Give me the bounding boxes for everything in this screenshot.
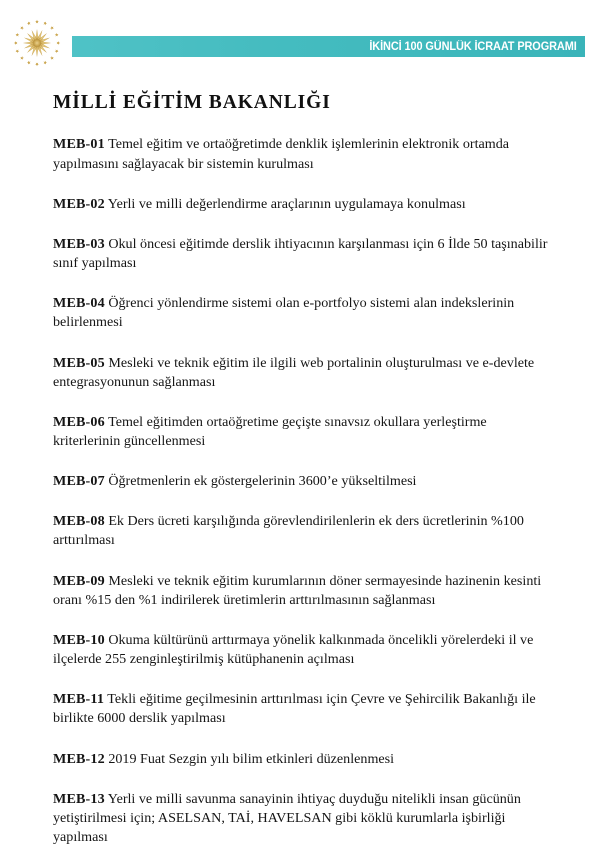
list-item (53, 195, 550, 214)
item-code: MEB-12 (53, 750, 105, 767)
item-text: Temel eğitim ve ortaöğretimde denklik işlemlerinin elektronik ortamda yapılmasını sağlayacak bir sistemin kurulması (53, 136, 510, 172)
page-header (0, 0, 600, 70)
item-text: Mesleki ve teknik eğitim ile ilgili web portalinin oluşturulması ve e-devlete entegrasyonunun sağlanması (53, 354, 535, 390)
item-text: Okul öncesi eğitimde derslik ihtiyacının karşılanması için 6 İlde 50 taşınabilir sınıf yapılması (53, 235, 548, 272)
list-item (53, 472, 550, 491)
list-item (53, 631, 550, 669)
item-text: Yerli ve milli değerlendirme araçlarının uygulamaya konulması (104, 195, 466, 212)
item-code: MEB-05 (53, 354, 105, 371)
list-item (53, 572, 550, 610)
list-item (53, 413, 550, 451)
item-code: MEB-03 (53, 235, 105, 252)
item-code: MEB-07 (53, 473, 105, 490)
program-item-list (53, 135, 550, 847)
item-code: MEB-11 (53, 691, 105, 708)
item-text: Temel eğitimden ortaöğretime geçişte sınavsız okullara yerleştirme kriterlerinin güncellenmesi (53, 413, 487, 449)
item-text: Mesleki ve teknik eğitim kurumlarının döner sermayesinde hazinenin kesinti oranı %15 den %1 indirilerek üretimlerin arttırılmasının sağlanması (53, 572, 542, 608)
item-text: Öğrenci yönlendirme sistemi olan e-portfolyo sistemi alan indekslerinin belirlenmesi (53, 295, 515, 331)
header-banner (72, 36, 585, 57)
page-title: MİLLİ EĞİTİM BAKANLIĞI (53, 92, 331, 113)
page-body (0, 92, 550, 847)
list-item (53, 235, 550, 273)
item-text: Öğretmenlerin ek göstergelerinin 3600’e yükseltilmesi (104, 473, 417, 490)
turkish-presidency-emblem-icon (11, 17, 63, 69)
item-code: MEB-06 (53, 413, 105, 430)
item-text: Okuma kültürünü arttırmaya yönelik kalkınmada öncelikli yörelerdeki il ve ilçelerde 255 zenginleştirilmiş kütüphanenin açılması (53, 631, 534, 668)
item-code: MEB-08 (53, 513, 105, 530)
list-item (53, 294, 550, 332)
item-code: MEB-10 (53, 631, 105, 648)
item-code: MEB-09 (53, 572, 105, 589)
list-item (53, 512, 550, 550)
item-text: 2019 Fuat Sezgin yılı bilim etkinleri düzenlenmesi (104, 750, 395, 767)
item-code: MEB-13 (53, 790, 105, 807)
list-item (53, 135, 550, 173)
item-code: MEB-02 (53, 195, 105, 212)
item-text: Tekli eğitime geçilmesinin arttırılması için Çevre ve Şehircilik Bakanlığı ile birlikte 6000 derslik yapılması (53, 691, 536, 727)
list-item (53, 790, 550, 847)
item-code: MEB-04 (53, 295, 105, 312)
list-item (53, 690, 550, 728)
item-text: Yerli ve milli savunma sanayinin ihtiyaç duyduğu nitelikli insan gücünün yetiştirilmesi için; ASELSAN, TAİ, HAVELSAN gibi köklü kurumlarla işbirliği yapılması (53, 790, 521, 846)
list-item (53, 750, 550, 769)
list-item (53, 354, 550, 392)
item-code: MEB-01 (53, 136, 105, 153)
header-banner-title: İKİNCİ 100 GÜNLÜK İCRAAT PROGRAMI (369, 40, 577, 53)
item-text: Ek Ders ücreti karşılığında görevlendirilenlerin ek ders ücretlerinin %100 arttırılması (53, 513, 524, 549)
